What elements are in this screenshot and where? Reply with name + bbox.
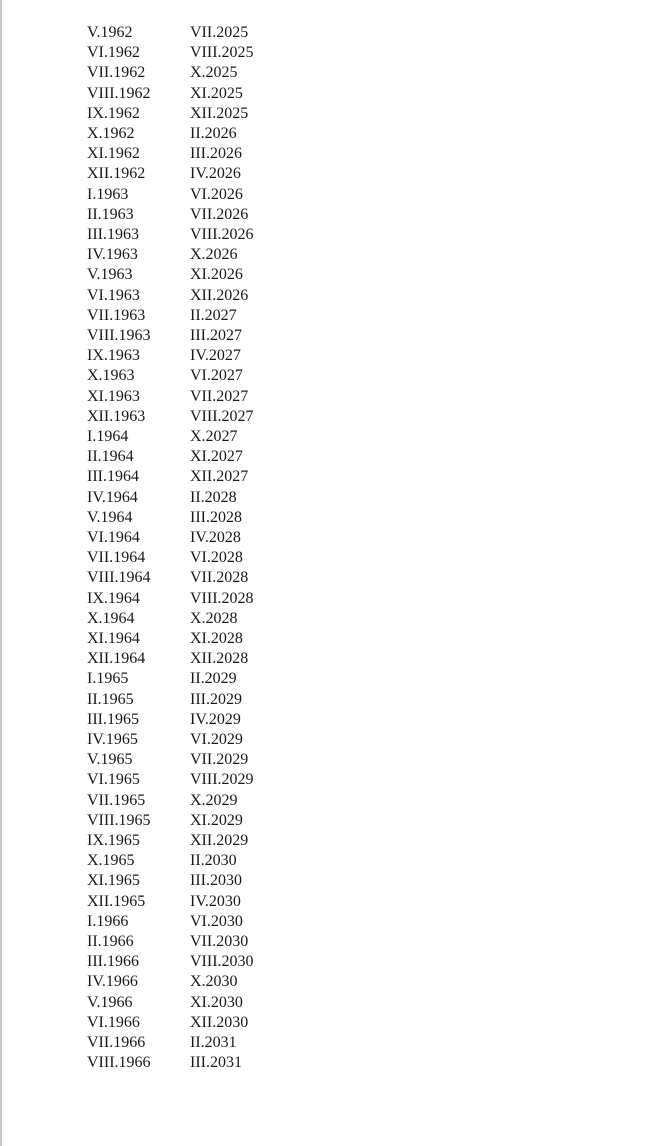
date-left: IV.1963	[87, 246, 138, 264]
date-left: XI.1962	[87, 145, 140, 163]
date-left: VIII.1962	[87, 84, 151, 102]
date-row	[0, 851, 664, 871]
date-row	[0, 528, 664, 548]
date-left: I.1965	[87, 670, 129, 688]
date-left: X.1962	[87, 125, 135, 142]
date-row	[0, 205, 664, 225]
date-row	[0, 124, 664, 144]
date-left: III.1965	[87, 710, 139, 728]
date-left: II.1966	[87, 933, 134, 950]
date-row	[0, 1053, 664, 1073]
date-left: XI.1965	[87, 872, 140, 890]
date-left: VI.1964	[87, 529, 140, 546]
date-right: II.2031	[190, 1034, 237, 1051]
date-left: IV.1964	[87, 488, 138, 506]
date-row	[0, 43, 664, 63]
date-row	[0, 508, 664, 528]
date-row	[0, 366, 664, 386]
date-right: VIII.2027	[190, 407, 254, 425]
date-left: IX.1962	[87, 104, 140, 122]
date-right: VI.2026	[190, 185, 243, 203]
date-right: VIII.2026	[190, 226, 254, 243]
date-right: VII.2028	[190, 569, 249, 587]
date-row	[0, 831, 664, 851]
date-left: XII.1963	[87, 407, 146, 425]
date-right: XII.2028	[190, 650, 249, 668]
date-right: XI.2026	[190, 266, 243, 284]
date-left: III.1963	[87, 226, 139, 243]
date-left: XI.1964	[87, 630, 140, 647]
date-row	[0, 649, 664, 669]
date-left: VIII.1966	[87, 1054, 151, 1072]
date-left: VI.1963	[87, 286, 140, 304]
date-right: IV.2026	[190, 165, 241, 183]
date-right: II.2028	[190, 488, 237, 506]
date-row	[0, 164, 664, 184]
date-left: II.1965	[87, 690, 134, 708]
date-right: XI.2028	[190, 630, 243, 647]
date-left: IV.1965	[87, 731, 138, 748]
date-left: V.1964	[87, 508, 133, 526]
date-left: III.1966	[87, 953, 139, 971]
date-left: VIII.1965	[87, 811, 151, 829]
date-row	[0, 912, 664, 932]
date-left: XI.1963	[87, 387, 140, 405]
date-row	[0, 265, 664, 285]
date-right: IV.2027	[190, 347, 241, 365]
date-left: VIII.1964	[87, 569, 151, 587]
date-row	[0, 84, 664, 104]
date-right: III.2029	[190, 690, 242, 708]
date-right: III.2026	[190, 145, 242, 163]
date-right: III.2027	[190, 327, 242, 344]
date-right: VI.2028	[190, 549, 243, 567]
date-right: VIII.2030	[190, 953, 254, 971]
date-left: VII.1962	[87, 64, 146, 82]
date-right: X.2027	[190, 428, 238, 445]
date-left: X.1965	[87, 852, 135, 870]
date-right: XI.2030	[190, 993, 243, 1011]
date-right: XII.2030	[190, 1013, 249, 1031]
date-right: X.2029	[190, 791, 238, 809]
date-row	[0, 690, 664, 710]
date-right: X.2025	[190, 64, 238, 82]
date-right: XII.2027	[190, 468, 249, 486]
date-left: IX.1965	[87, 832, 140, 849]
date-left: V.1966	[87, 993, 133, 1011]
date-row	[0, 63, 664, 83]
date-row	[0, 427, 664, 447]
date-right: VI.2027	[190, 367, 243, 385]
date-right: IV.2029	[190, 710, 241, 728]
date-left: V.1963	[87, 266, 133, 284]
date-left: XII.1965	[87, 892, 146, 910]
date-right: IV.2030	[190, 892, 241, 910]
date-left: IV.1966	[87, 973, 138, 991]
date-left: IX.1963	[87, 347, 140, 365]
date-right: X.2030	[190, 973, 238, 991]
date-left: XII.1962	[87, 165, 146, 183]
date-right: VII.2029	[190, 751, 249, 769]
date-right: VI.2029	[190, 731, 243, 748]
date-right: IV.2028	[190, 529, 241, 546]
date-right: X.2028	[190, 609, 238, 627]
date-left: VI.1966	[87, 1013, 140, 1031]
date-left: V.1962	[87, 24, 133, 41]
date-left: I.1963	[87, 185, 129, 203]
date-left: II.1964	[87, 448, 134, 466]
date-row	[0, 104, 664, 124]
date-row	[0, 609, 664, 629]
date-row	[0, 144, 664, 164]
date-right: II.2026	[190, 125, 237, 142]
date-right: VI.2030	[190, 912, 243, 930]
date-left: V.1965	[87, 751, 133, 769]
date-left: II.1963	[87, 205, 134, 223]
date-left: X.1964	[87, 609, 135, 627]
date-row	[0, 306, 664, 326]
date-right: VIII.2029	[190, 771, 254, 789]
date-left: VII.1965	[87, 791, 146, 809]
date-row	[0, 730, 664, 750]
date-right: II.2030	[190, 852, 237, 870]
date-right: III.2031	[190, 1054, 242, 1072]
date-left: IX.1964	[87, 589, 140, 607]
date-right: XII.2029	[190, 832, 249, 849]
date-row	[0, 770, 664, 790]
date-row	[0, 972, 664, 992]
date-row	[0, 669, 664, 689]
date-left: VI.1965	[87, 771, 140, 789]
date-right: XII.2025	[190, 104, 249, 122]
date-right: XI.2029	[190, 811, 243, 829]
date-row	[0, 568, 664, 588]
date-right: II.2029	[190, 670, 237, 688]
date-left: VI.1962	[87, 44, 140, 62]
date-right: XI.2027	[190, 448, 243, 466]
date-row	[0, 629, 664, 649]
date-row	[0, 23, 664, 43]
date-row	[0, 589, 664, 609]
date-row	[0, 225, 664, 245]
date-row	[0, 710, 664, 730]
date-right: VIII.2028	[190, 589, 254, 607]
date-row	[0, 387, 664, 407]
date-right: XII.2026	[190, 286, 249, 304]
date-row	[0, 750, 664, 770]
date-right: VII.2026	[190, 205, 249, 223]
date-row	[0, 1033, 664, 1053]
date-row	[0, 993, 664, 1013]
date-row	[0, 407, 664, 427]
date-left: XII.1964	[87, 650, 146, 668]
date-left: I.1966	[87, 912, 129, 930]
date-right: X.2026	[190, 246, 238, 264]
date-row	[0, 467, 664, 487]
date-left: VIII.1963	[87, 327, 151, 344]
date-row	[0, 811, 664, 831]
date-left: X.1963	[87, 367, 135, 385]
date-left: VII.1963	[87, 306, 146, 324]
date-right: III.2028	[190, 508, 242, 526]
date-left: VII.1964	[87, 549, 146, 567]
date-right: VII.2025	[190, 24, 249, 41]
date-row	[0, 185, 664, 205]
date-right: VIII.2025	[190, 44, 254, 62]
date-row	[0, 791, 664, 811]
date-row	[0, 326, 664, 346]
date-row	[0, 286, 664, 306]
date-right: II.2027	[190, 306, 237, 324]
date-row	[0, 932, 664, 952]
date-row	[0, 871, 664, 891]
date-row	[0, 1013, 664, 1033]
date-left: VII.1966	[87, 1034, 146, 1051]
date-row	[0, 952, 664, 972]
date-row	[0, 346, 664, 366]
date-row	[0, 488, 664, 508]
date-row	[0, 245, 664, 265]
date-left: III.1964	[87, 468, 139, 486]
date-right: VII.2027	[190, 387, 249, 405]
date-row	[0, 892, 664, 912]
date-row	[0, 447, 664, 467]
date-right: III.2030	[190, 872, 242, 890]
date-row	[0, 548, 664, 568]
date-left: I.1964	[87, 428, 129, 445]
date-right: XI.2025	[190, 84, 243, 102]
date-right: VII.2030	[190, 933, 249, 950]
